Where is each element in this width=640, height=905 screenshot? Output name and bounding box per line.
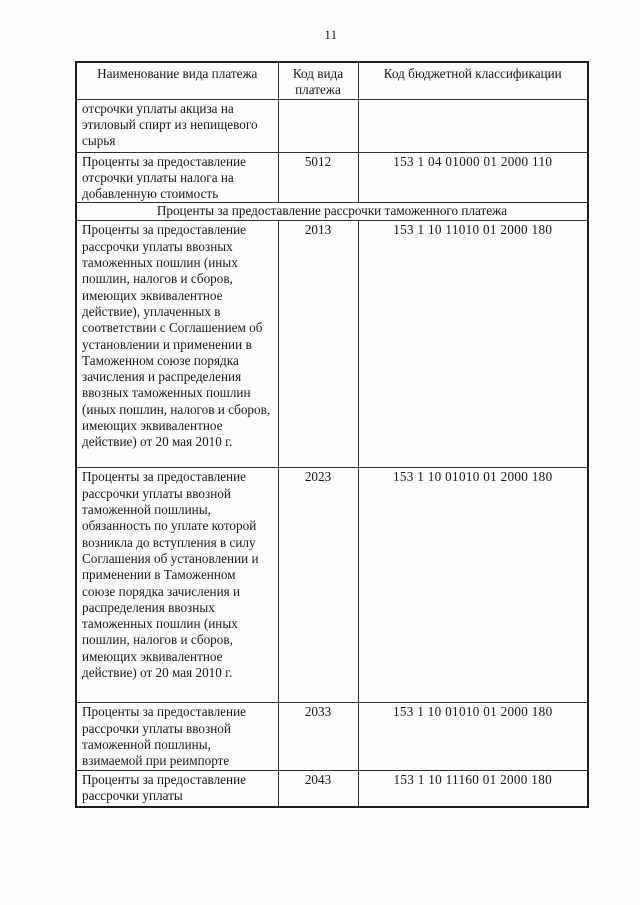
section-header-row <box>76 203 588 221</box>
payment-name-cell: Проценты за предоставление рассрочки уплаты <box>76 770 278 807</box>
payment-code-cell <box>278 99 358 152</box>
payment-name-cell: Проценты за предоставление рассрочки уплаты ввозной таможенной пошлины, обязанность по уплате которой возникла до вступления в силу Соглашения об установлении и применении в Таможенном союзе порядка зачисления и распределения ввозных таможенных пошлин (иных пошлин, налогов и сборов, имеющих эквивалентное действие) от 20 мая 2010 г. <box>76 468 278 703</box>
table-row <box>76 221 588 468</box>
budget-classification-cell: 153 1 10 01010 01 2000 180 <box>358 468 588 703</box>
payment-code-cell: 5012 <box>278 152 358 203</box>
budget-classification-cell: 153 1 10 01010 01 2000 180 <box>358 703 588 770</box>
column-header-payment-code: Код вида платежа <box>278 62 358 99</box>
budget-classification-cell: 153 1 10 11010 01 2000 180 <box>358 221 588 468</box>
payment-code-cell: 2043 <box>278 770 358 807</box>
payment-code-cell: 2013 <box>278 221 358 468</box>
table-row <box>76 770 588 807</box>
table-row <box>76 99 588 152</box>
payment-name-cell: Проценты за предоставление рассрочки уплаты ввозной таможенной пошлины, взимаемой при реимпорте <box>76 703 278 770</box>
budget-classification-cell: 153 1 04 01000 01 2000 110 <box>358 152 588 203</box>
table-row <box>76 703 588 770</box>
payments-table <box>75 61 589 808</box>
budget-classification-cell: 153 1 10 11160 01 2000 180 <box>358 770 588 807</box>
budget-classification-cell <box>358 99 588 152</box>
page-number: 11 <box>324 28 338 42</box>
table-header-row <box>76 62 588 99</box>
table-row <box>76 152 588 203</box>
payment-code-cell: 2023 <box>278 468 358 703</box>
payment-name-cell: отсрочки уплаты акциза на этиловый спирт из непищевого сырья <box>76 99 278 152</box>
payment-name-cell: Проценты за предоставление рассрочки уплаты ввозных таможенных пошлин (иных пошлин, налогов и сборов, имеющих эквивалентное действие), уплаченных в соответствии с Соглашением об установлении и применении в Таможенном союзе порядка зачисления и распределения ввозных таможенных пошлин (иных пошлин, налогов и сборов, имеющих эквивалентное действие) от 20 мая 2010 г. <box>76 221 278 468</box>
payment-code-cell: 2033 <box>278 703 358 770</box>
payment-name-cell: Проценты за предоставление отсрочки уплаты налога на добавленную стоимость <box>76 152 278 203</box>
table-row <box>76 468 588 703</box>
section-header-cell: Проценты за предоставление рассрочки таможенного платежа <box>76 203 588 221</box>
column-header-payment-name: Наименование вида платежа <box>76 62 278 99</box>
column-header-budget-classification: Код бюджетной классификации <box>358 62 588 99</box>
